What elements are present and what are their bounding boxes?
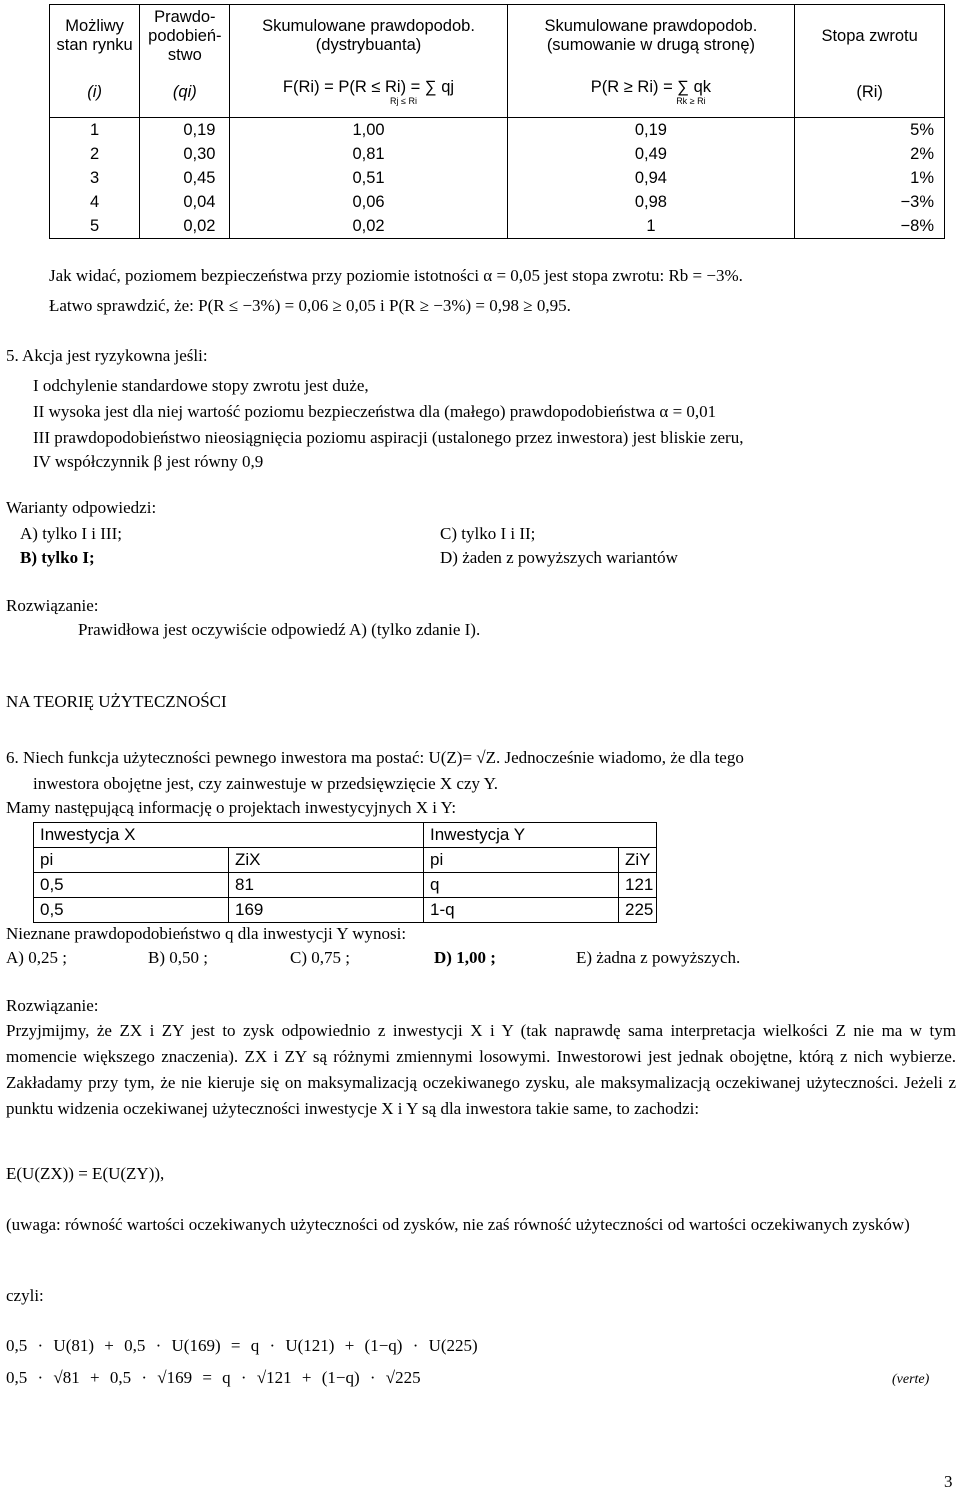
cdf-subscript: Rj ≤ Ri (390, 96, 417, 106)
inv-header-x: Inwestycja X (34, 823, 424, 848)
cell-return: −3% (795, 190, 945, 214)
cell-cdf: 0,06 (230, 190, 507, 214)
table-row (50, 118, 945, 143)
cell-state: 5 (50, 214, 140, 239)
q6-solution-paragraph: Przyjmijmy, że ZX i ZY jest to zysk odpowiednio z inwestycji X i Y (tak naprawdę sama interpretacja wielkości Z nie ma w tym momencie większego znaczenia). ZX i ZY są różnymi zmiennymi losowymi. Inwestorowi jest jednak obojętne, którą z nich wybierze. Zakładamy przy tym, że nie kieruje się on maksymalizacją oczekiwanego zysku, ale maksymalizacją oczekiwanej użyteczności. Jeżeli z punktu widzenia oczekiwanej użyteczności inwestycje X i Y są dla inwestora takie same, to zachodzi: (6, 1021, 956, 1118)
table-header-row (50, 5, 945, 68)
inv-sub-zx: ZiX (229, 848, 424, 873)
cell-cdf: 1,00 (230, 118, 507, 143)
cell-state: 2 (50, 142, 140, 166)
header-cdf (230, 5, 507, 68)
table-row (50, 166, 945, 190)
q5-answer-c: C) tylko I i II; (440, 524, 536, 543)
sum-formula: P(R ≥ Ri) = ∑ qk (590, 78, 712, 96)
table-symbol-row (50, 67, 945, 118)
symbol-return (795, 67, 945, 118)
cell-sum: 0,49 (507, 142, 795, 166)
cell-cdf: 0,81 (230, 142, 507, 166)
q5-item-4: IV współczynnik β jest równy 0,9 (33, 452, 264, 471)
header-return (795, 5, 945, 68)
header-prob (140, 5, 230, 68)
inv-header-row (34, 823, 657, 848)
inv-cell: 0,5 (34, 873, 229, 898)
cell-cdf: 0,02 (230, 214, 507, 239)
inv-cell: 225 (619, 898, 657, 923)
section-title: NA TEORIĘ UŻYTECZNOŚCI (6, 692, 227, 711)
q5-item-2: II wysoka jest dla niej wartość poziomu bezpieczeństwa dla (małego) prawdopodobieństwa α = 0,01 (33, 402, 717, 421)
table-row (50, 214, 945, 239)
q6-answer-c: C) 0,75 ; (290, 948, 350, 967)
q5-item-1: I odchylenie standardowe stopy zwrotu jest duże, (33, 376, 369, 395)
symbol-cdf (230, 67, 507, 118)
cell-prob: 0,30 (140, 142, 230, 166)
cell-state: 1 (50, 118, 140, 143)
line-safety-level: Jak widać, poziomem bezpieczeństwa przy poziomie istotności α = 0,05 jest stopa zwrotu: Rb = −3%. (49, 266, 743, 285)
investment-table (33, 822, 657, 923)
inv-cell: 81 (229, 873, 424, 898)
inv-cell: 169 (229, 898, 424, 923)
cell-return: 1% (795, 166, 945, 190)
cell-prob: 0,04 (140, 190, 230, 214)
table-row (50, 190, 945, 214)
q6-line-1: 6. Niech funkcja użyteczności pewnego inwestora ma postać: U(Z)= √Z. Jednocześnie wiadomo, że dla tego (6, 748, 744, 767)
q5-solution: Prawidłowa jest oczywiście odpowiedź A) (tylko zdanie I). (78, 620, 481, 639)
cdf-formula: F(Ri) = P(R ≤ Ri) = ∑ qj (282, 78, 455, 96)
cell-sum: 0,94 (507, 166, 795, 190)
inv-cell: 1-q (424, 898, 619, 923)
q6-question: Nieznane prawdopodobieństwo q dla inwestycji Y wynosi: (6, 924, 407, 943)
sum-subscript: Rk ≥ Ri (676, 96, 706, 106)
header-sum (507, 5, 795, 68)
cell-sum: 1 (507, 214, 795, 239)
q6-answer-e: E) żadna z powyższych. (576, 948, 741, 967)
inv-table-body (34, 873, 657, 923)
table-row (50, 142, 945, 166)
q6-note: (uwaga: równość wartości oczekiwanych użyteczności od zysków, nie zaś równość użyteczności od wartości oczekiwanych zysków) (6, 1215, 910, 1234)
q6-answer-b: B) 0,50 ; (148, 948, 208, 967)
q6-answer-d: D) 1,00 ; (434, 948, 496, 967)
inv-table-row (34, 898, 657, 923)
symbol-q (140, 67, 230, 118)
q5-answer-d: D) żaden z powyższych wariantów (440, 548, 678, 567)
inv-sub-zy: ZiY (619, 848, 657, 873)
q6-equation-2: 0,5 · U(81) + 0,5 · U(169) = q · U(121) + (1−q) · U(225) (6, 1336, 478, 1355)
symbol-sum (507, 67, 795, 118)
cell-sum: 0,19 (507, 118, 795, 143)
verte-note: (verte) (892, 1372, 930, 1387)
cell-state: 4 (50, 190, 140, 214)
probability-table (49, 4, 945, 239)
q6-answer-a: A) 0,25 ; (6, 948, 67, 967)
q6-equation-1: E(U(ZX)) = E(U(ZY)), (6, 1164, 165, 1183)
q5-answer-a: A) tylko I i III; (20, 524, 122, 543)
inv-subheader-row (34, 848, 657, 873)
line-check: Łatwo sprawdzić, że: P(R ≤ −3%) = 0,06 ≥ 0,05 i P(R ≥ −3%) = 0,98 ≥ 0,95. (49, 296, 571, 315)
q5-item-3: III prawdopodobieństwo nieosiągnięcia poziomu aspiracji (ustalonego przez inwestora) jest bliskie zeru, (33, 428, 744, 447)
q6-czyli: czyli: (6, 1286, 44, 1305)
header-state-label: Możliwy stan rynku (56, 17, 133, 54)
symbol-return-text: (Ri) (856, 82, 883, 101)
inv-sub-px: pi (34, 848, 229, 873)
cell-prob: 0,45 (140, 166, 230, 190)
cell-state: 3 (50, 166, 140, 190)
symbol-i-text: (i) (87, 82, 102, 101)
table-body (50, 118, 945, 239)
q5-solution-label: Rozwiązanie: (6, 596, 99, 615)
inv-table-row (34, 873, 657, 898)
inv-sub-py: pi (424, 848, 619, 873)
q6-line-3: Mamy następującą informację o projektach inwestycyjnych X i Y: (6, 798, 457, 817)
inv-cell: 0,5 (34, 898, 229, 923)
inv-cell: 121 (619, 873, 657, 898)
header-sum-label: Skumulowane prawdopodob. (sumowanie w drugą stronę) (544, 17, 758, 54)
cell-cdf: 0,51 (230, 166, 507, 190)
cell-return: −8% (795, 214, 945, 239)
q5-answers-label: Warianty odpowiedzi: (6, 498, 157, 517)
cell-return: 5% (795, 118, 945, 143)
cell-prob: 0,02 (140, 214, 230, 239)
q5-title: 5. Akcja jest ryzykowna jeśli: (6, 346, 208, 365)
inv-cell: q (424, 873, 619, 898)
q6-line-2: inwestora obojętne jest, czy zainwestuje w przedsięwzięcie X czy Y. (33, 774, 498, 793)
symbol-q-text: (qi) (172, 82, 197, 101)
q6-equation-3: 0,5 · √81 + 0,5 · √169 = q · √121 + (1−q) · √225 (6, 1368, 421, 1387)
header-prob-label: Prawdo-podobień-stwo (148, 7, 222, 64)
inv-header-y: Inwestycja Y (424, 823, 657, 848)
header-return-label: Stopa zwrotu (821, 26, 918, 45)
q5-answer-b: B) tylko I; (20, 548, 95, 567)
header-state (50, 5, 140, 68)
header-cdf-label: Skumulowane prawdopodob. (dystrybuanta) (262, 17, 475, 54)
symbol-i (50, 67, 140, 118)
cell-sum: 0,98 (507, 190, 795, 214)
cell-prob: 0,19 (140, 118, 230, 143)
q6-solution-label: Rozwiązanie: (6, 996, 99, 1015)
page-number: 3 (944, 1472, 953, 1491)
cell-return: 2% (795, 142, 945, 166)
